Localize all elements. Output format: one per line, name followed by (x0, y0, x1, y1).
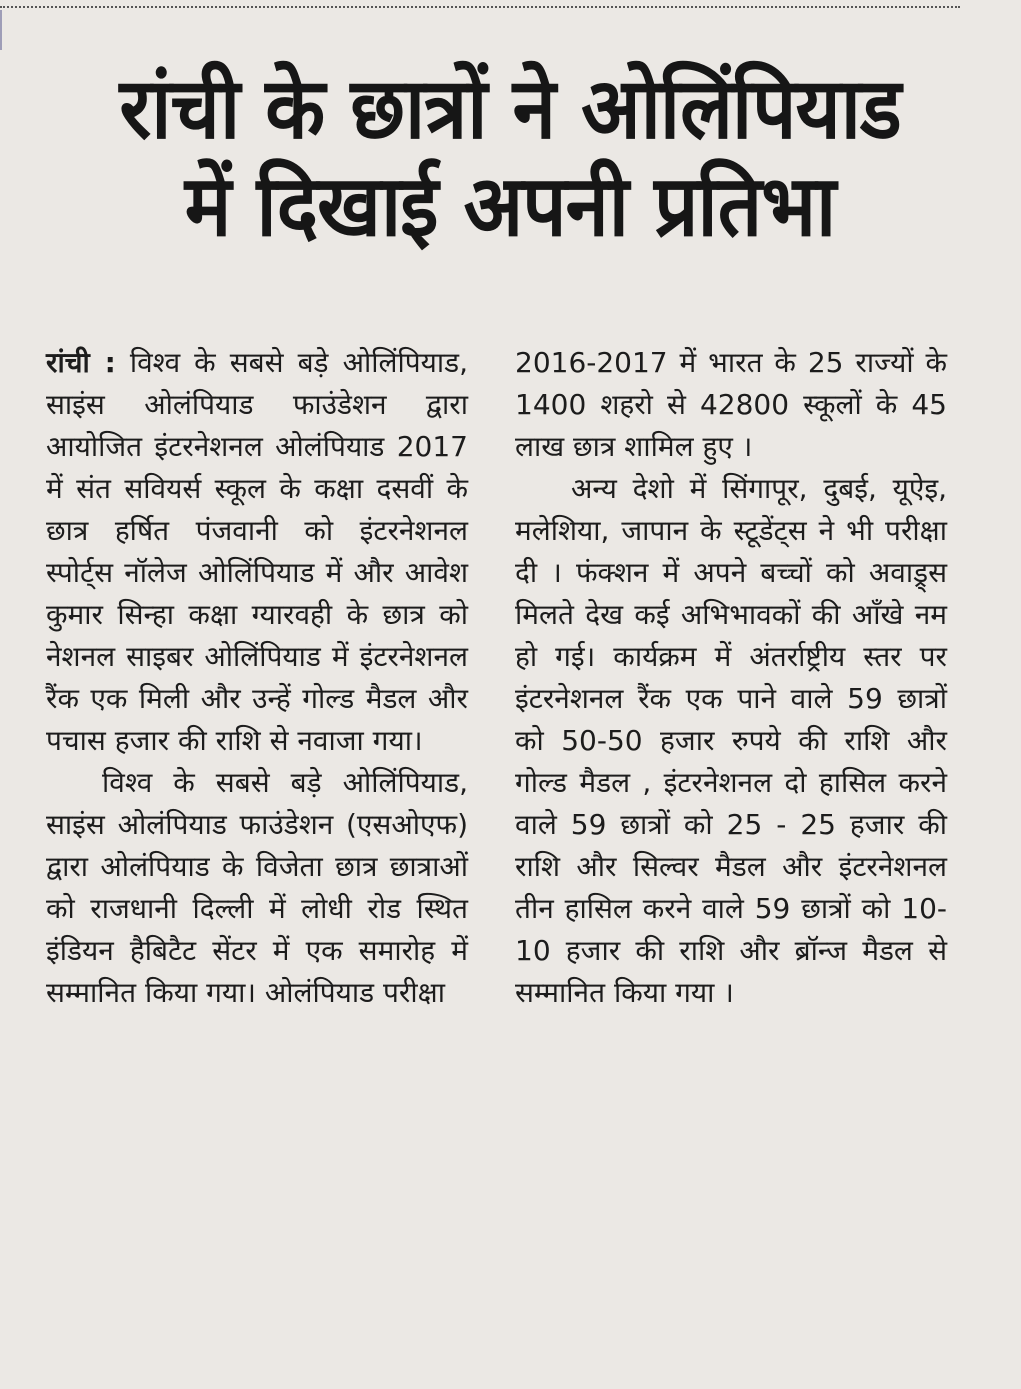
paragraph-text: विश्व के सबसे बड़े ओलिंपियाड, साइंस ओलंपियाड फाउंडेशन द्वारा आयोजित इंटरनेशनल ओलंपियाड 2017 में संत सवियर्स स्कूल के कक्षा दसवीं के छात्र हर्षित पंजवानी को इंटरनेशनल स्पोर्ट्स नॉलेज ओलिंपियाड में और आवेश कुमार सिन्हा कक्षा ग्यारवही के छात्र को नेशनल साइबर ओलिंपियाड में इंटरनेशनल रैंक एक मिली और उन्हें गोल्ड मैडल और पचास हजार की राशि से नवाजा गया। (46, 346, 468, 757)
article-paragraph: अन्य देशो में सिंगापूर, दुबई, यूऐइ, मलेशिया, जापान के स्टूडेंट्स ने भी परीक्षा दी । फंक्शन में अपने बच्चों को अवाड्र्स मिलते देख कई अभिभावकों की आँखे नम हो गई। कार्यक्रम में अंतर्राष्ट्रीय स्तर पर इंटरनेशनल रैंक एक पाने वाले 59 छात्रों को 50-50 हजार रुपये की राशि और गोल्ड मैडल , इंटरनेशनल दो हासिल करने वाले 59 छात्रों को 25 - 25 हजार की राशि और सिल्वर मैडल और इंटरनेशनल तीन हासिल करने वाले 59 छात्रों को 10-10 हजार की राशि और ब्रॉन्ज मैडल से सम्मानित किया गया । (515, 472, 947, 1009)
dateline: रांची : (46, 346, 116, 379)
headline-line-2: में दिखाई अपनी प्रतिभा (184, 157, 836, 255)
headline-line-1: रांची के छात्रों ने ओलिंपियाड (119, 60, 901, 159)
scan-corner-mark (0, 10, 16, 50)
article-paragraph (46, 342, 468, 762)
article-column-right (515, 342, 947, 1014)
headline (30, 62, 990, 256)
top-dotted-rule (0, 6, 960, 8)
article-paragraph: 2016-2017 में भारत के 25 राज्यों के 1400 शहरो से 42800 स्कूलों के 45 लाख छात्र शामिल हुए । (515, 346, 947, 463)
article-column-left (46, 342, 468, 1014)
article-paragraph: विश्व के सबसे बड़े ओलिंपियाड, साइंस ओलंपियाड फाउंडेशन (एसओएफ) द्वारा ओलंपियाड के विजेता छात्र छात्राओं को राजधानी दिल्ली में लोधी रोड स्थित इंडियन हैबिटैट सेंटर में एक समारोह में सम्मानित किया गया। ओलंपियाड परीक्षा (46, 766, 468, 1009)
